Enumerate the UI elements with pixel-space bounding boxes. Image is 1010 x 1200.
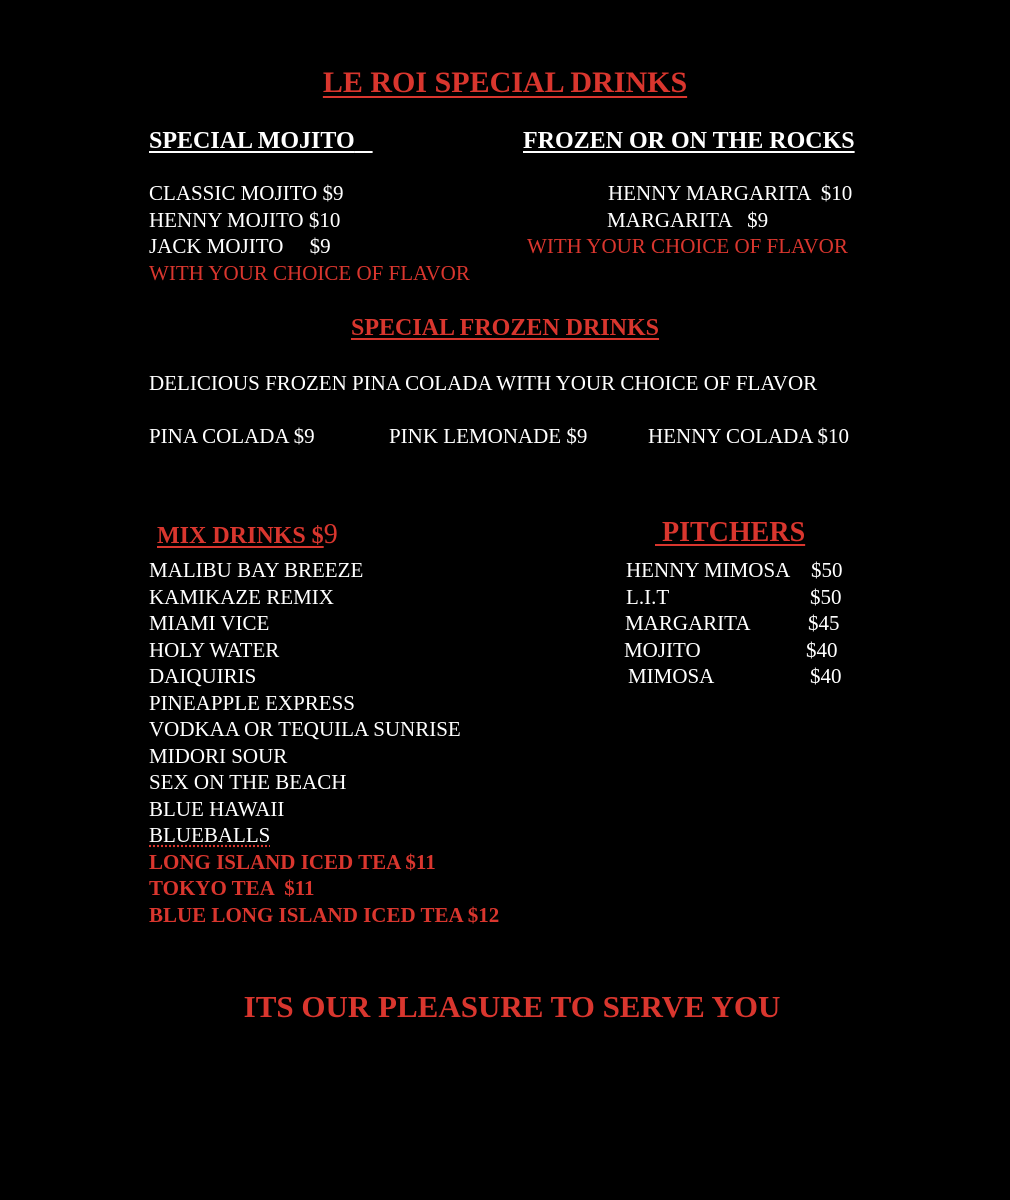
pitcher-price: $50 [811,558,843,582]
list-item: MIDORI SOUR [149,743,288,768]
list-item: DAIQUIRIS [149,664,257,688]
special-mojito-heading: SPECIAL MOJITO [149,128,355,154]
list-item: PINEAPPLE EXPRESS [149,690,355,715]
pitcher-row [624,557,864,584]
list-item: HENNY MARGARITA $10 [608,181,853,205]
pitcher-name: HENNY MIMOSA [626,558,791,582]
mix-drinks-list [149,557,499,928]
list-item: VODKAA OR TEQUILA SUNRISE [149,717,461,741]
list-item: BLUE HAWAII [149,796,285,821]
list-item: HOLY WATER [149,637,280,662]
flavor-note: WITH YOUR CHOICE OF FLAVOR [149,260,470,285]
frozen-rocks-heading: FROZEN OR ON THE ROCKS [523,128,855,154]
mix-drinks-heading: MIX DRINKS $9 [157,519,338,550]
pitchers-heading: PITCHERS [662,517,806,548]
pitcher-price: $40 [806,637,838,662]
list-item: SEX ON THE BEACH [149,770,347,794]
list-item: MARGARITA $9 [607,208,769,232]
special-frozen-heading: SPECIAL FROZEN DRINKS [350,315,660,341]
list-item: MALIBU BAY BREEZE [149,558,364,582]
pitcher-price: $50 [810,584,842,609]
list-item: KAMIKAZE REMIX [149,584,334,609]
list-item: JACK MOJITO $9 [149,234,331,258]
pitchers-list [624,557,864,690]
list-item: PINA COLADA $9 [149,424,315,448]
flavor-note: WITH YOUR CHOICE OF FLAVOR [527,234,848,258]
list-item: HENNY COLADA $10 [648,424,850,448]
premium-item: TOKYO TEA $11 [149,876,315,900]
pitcher-row [624,663,864,690]
pitcher-name: L.I.T [626,584,670,609]
pitcher-row [624,610,864,637]
pitcher-price: $40 [810,664,842,688]
list-item: HENNY MOJITO $10 [149,207,341,232]
premium-item: LONG ISLAND ICED TEA $11 [149,849,436,874]
pitcher-row [624,637,864,664]
pitcher-price: $45 [808,611,840,635]
special-mojito-list [149,180,470,286]
special-frozen-description: DELICIOUS FROZEN PINA COLADA WITH YOUR CHOICE OF FLAVOR [149,371,818,395]
list-item: BLUEBALLS [149,823,271,847]
list-item: MIAMI VICE [149,611,270,635]
premium-item: BLUE LONG ISLAND ICED TEA $12 [149,902,500,927]
pitcher-name: MIMOSA [628,664,715,688]
pitcher-name: MARGARITA [625,611,751,635]
pitcher-row [624,584,864,611]
closing-message: ITS OUR PLEASURE TO SERVE YOU [243,989,781,1024]
list-item: PINK LEMONADE $9 [389,424,588,448]
list-item: CLASSIC MOJITO $9 [149,181,344,205]
pitcher-name: MOJITO [624,637,701,662]
menu-title: LE ROI SPECIAL DRINKS [322,66,688,99]
